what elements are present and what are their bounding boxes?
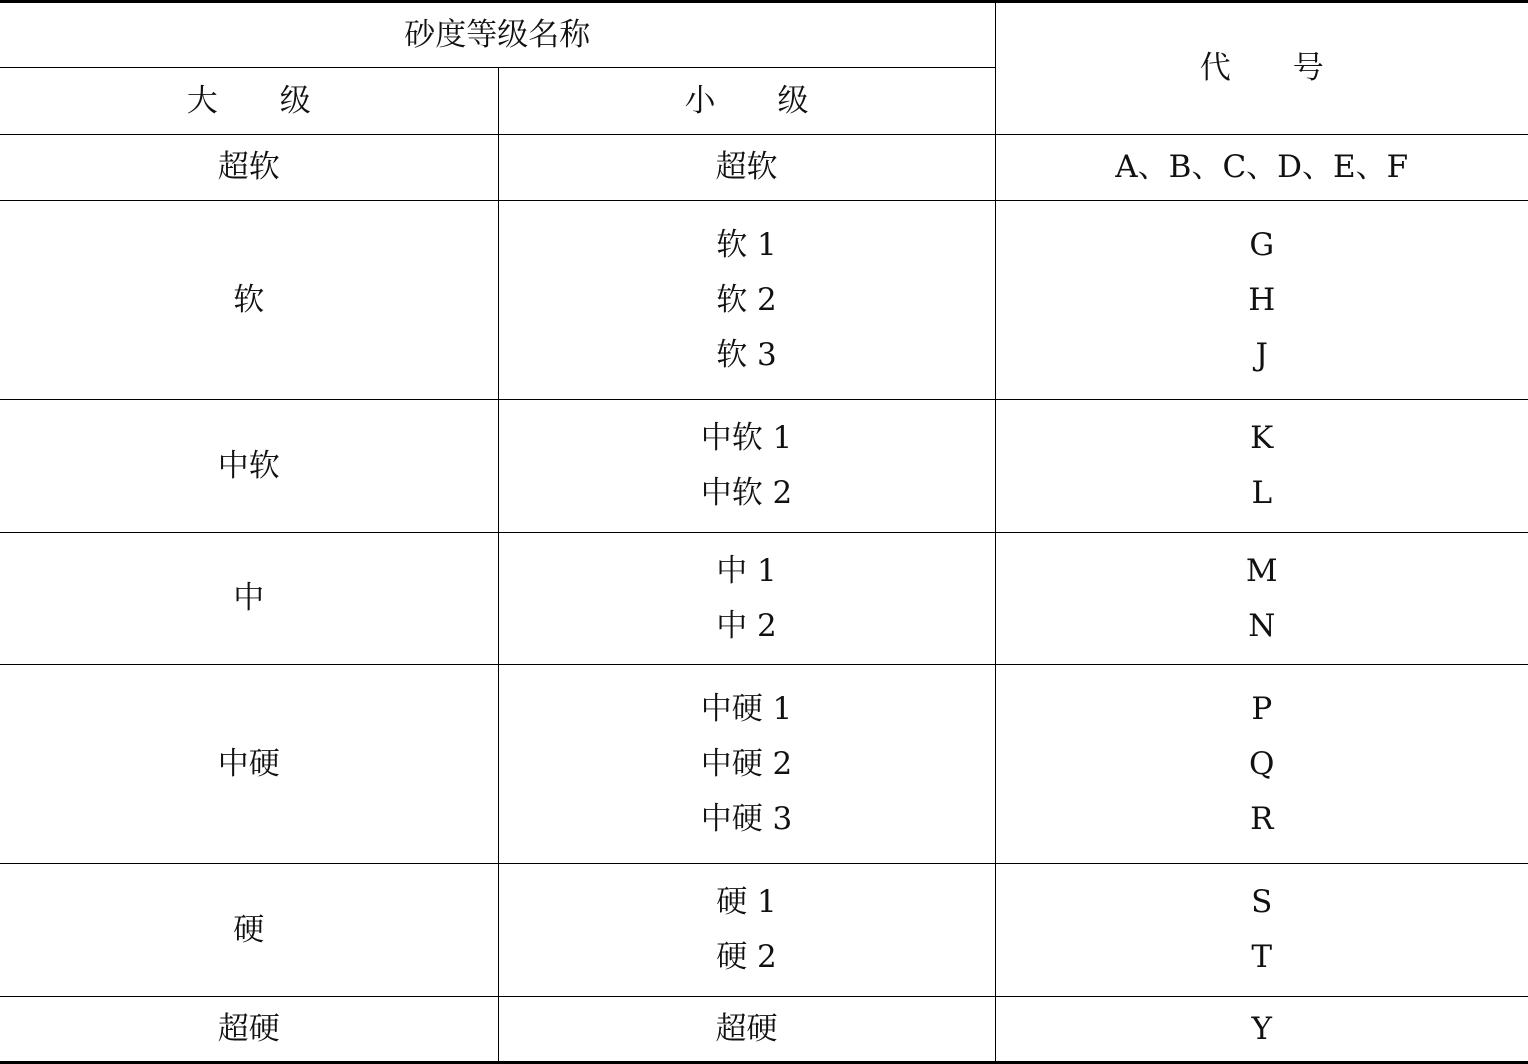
code-line: T	[1251, 939, 1273, 975]
major-grade-header: 大 级	[0, 68, 498, 135]
minor-grade-cell	[498, 201, 995, 400]
code-line: M	[1245, 552, 1278, 589]
major-grade-cell: 中硬	[0, 665, 498, 864]
minor-grade-line: 硬 1	[716, 884, 777, 920]
minor-grade-cell	[498, 400, 995, 533]
table-row	[0, 400, 1528, 533]
code-line: S	[1251, 884, 1273, 920]
major-grade-cell: 软	[0, 201, 498, 400]
code-line: Q	[1249, 745, 1275, 782]
table-row	[0, 665, 1528, 864]
minor-grade-line: 中 2	[716, 607, 777, 644]
minor-grade-cell	[498, 997, 995, 1063]
code-line: Y	[1251, 1010, 1272, 1047]
code-line: N	[1248, 607, 1276, 644]
major-grade-cell: 中软	[0, 400, 498, 533]
table-row	[0, 201, 1528, 400]
minor-grade-line: 中硬 3	[700, 800, 793, 837]
code-cell	[995, 400, 1528, 533]
table-row	[0, 135, 1528, 201]
minor-grade-line: 中软 1	[700, 420, 793, 456]
major-grade-cell: 超硬	[0, 997, 498, 1063]
minor-grade-line: 中硬 1	[700, 690, 793, 727]
code-line: G	[1249, 226, 1275, 263]
code-line: J	[1255, 336, 1268, 373]
minor-grade-line: 中软 2	[700, 475, 793, 511]
table-row	[0, 533, 1528, 665]
major-grade-cell: 硬	[0, 864, 498, 997]
code-line: A、B、C、D、E、F	[1115, 149, 1409, 185]
minor-grade-line: 中硬 2	[700, 745, 793, 782]
header-row-1	[0, 2, 1528, 68]
minor-grade-line: 超软	[715, 149, 778, 185]
table-row	[0, 864, 1528, 997]
code-cell	[995, 864, 1528, 997]
major-grade-cell: 超软	[0, 135, 498, 201]
code-cell	[995, 997, 1528, 1063]
minor-grade-line: 软 2	[716, 281, 777, 318]
grade-name-header: 砂度等级名称	[0, 2, 995, 68]
minor-grade-cell	[498, 864, 995, 997]
minor-grade-cell	[498, 665, 995, 864]
minor-grade-line: 超硬	[715, 1010, 778, 1047]
table-body	[0, 2, 1528, 1063]
table-row	[0, 997, 1528, 1063]
major-grade-cell: 中	[0, 533, 498, 665]
code-line: P	[1251, 690, 1273, 727]
code-line: L	[1251, 475, 1273, 511]
minor-grade-line: 软 3	[716, 336, 777, 373]
code-line: K	[1250, 420, 1274, 456]
code-cell	[995, 533, 1528, 665]
code-cell	[995, 201, 1528, 400]
code-line: R	[1250, 800, 1274, 837]
minor-grade-cell	[498, 135, 995, 201]
minor-grade-line: 硬 2	[716, 939, 777, 975]
code-line: H	[1248, 281, 1276, 318]
code-cell	[995, 665, 1528, 864]
code-header: 代 号	[995, 2, 1528, 135]
code-cell	[995, 135, 1528, 201]
minor-grade-header: 小 级	[498, 68, 995, 135]
minor-grade-line: 中 1	[716, 552, 777, 589]
minor-grade-line: 软 1	[716, 226, 777, 263]
minor-grade-cell	[498, 533, 995, 665]
